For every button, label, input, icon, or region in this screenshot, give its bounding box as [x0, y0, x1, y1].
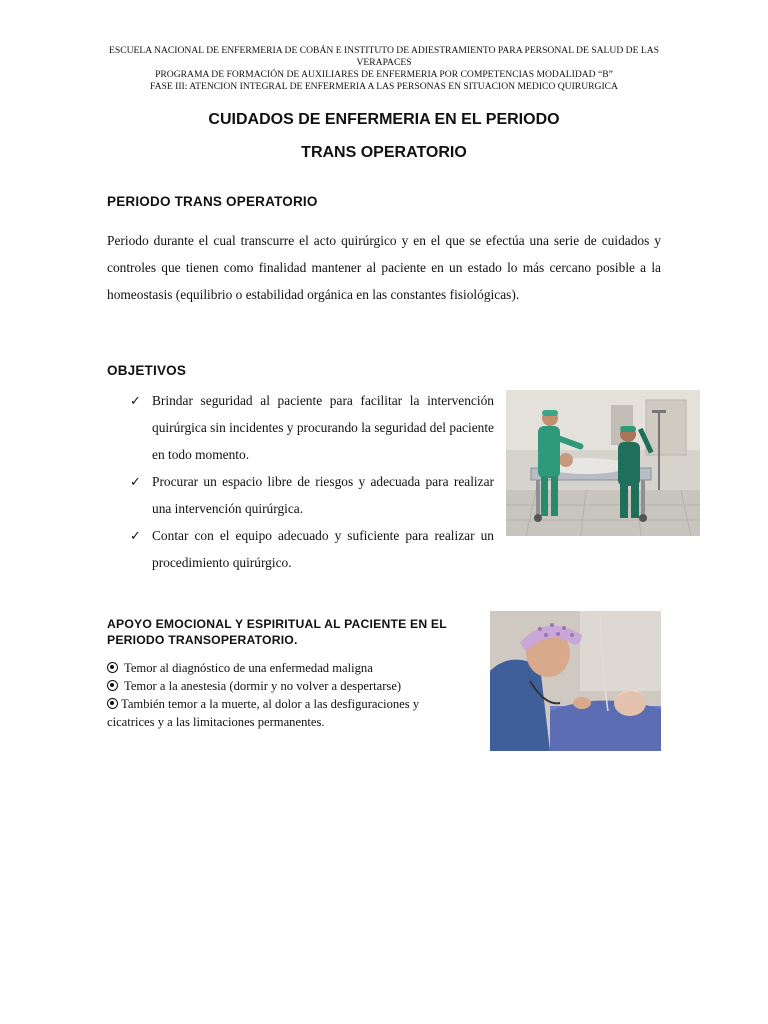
objective-text: Brindar seguridad al paciente para facilitar la intervención quirúrgica sin incidentes y procurando la seguridad del paciente en todo momento.: [152, 393, 494, 462]
list-item-text: Temor al diagnóstico de una enfermedad maligna: [124, 661, 373, 675]
header-line-2: PROGRAMA DE FORMACIÓN DE AUXILIARES DE ENFERMERIA POR COMPETENCIAS MODALIDAD “B”: [155, 69, 613, 80]
emotional-support-list: [107, 659, 447, 731]
operating-room-photo: [506, 390, 700, 536]
list-item: [107, 659, 447, 677]
section-heading-objetivos: OBJETIVOS: [107, 363, 187, 378]
checkmark-icon: ✓: [130, 528, 141, 543]
objective-text: Contar con el equipo adecuado y suficiente para realizar un procedimiento quirúrgico.: [152, 528, 494, 570]
checkmark-icon: ✓: [130, 474, 141, 489]
checkmark-icon: ✓: [130, 393, 141, 408]
header-line-3: FASE III: ATENCION INTEGRAL DE ENFERMERIA A LAS PERSONAS EN SITUACION MEDICO QUIRURGICA: [150, 81, 618, 92]
nurse-patient-photo: [490, 611, 661, 751]
institution-header: [108, 45, 660, 93]
list-item: [130, 387, 494, 468]
list-item: [107, 695, 447, 731]
list-item: [107, 677, 447, 695]
list-item-text: También temor a la muerte, al dolor a las desfiguraciones y cicatrices y a las limitaciones permanentes.: [107, 697, 420, 729]
objectives-list: [130, 387, 494, 576]
header-line-1: ESCUELA NACIONAL DE ENFERMERIA DE COBÁN E INSTITUTO DE ADIESTRAMIENTO PARA PERSONAL DE SALUD DE LAS VERAPACES: [109, 45, 659, 68]
list-item: [130, 522, 494, 576]
objective-text: Procurar un espacio libre de riesgos y adecuada para realizar una intervención quirúrgica.: [152, 474, 494, 516]
section-heading-apoyo-emocional: APOYO EMOCIONAL Y ESPIRITUAL AL PACIENTE EN EL PERIODO TRANSOPERATORIO.: [107, 617, 447, 647]
document-title-line-1: CUIDADOS DE ENFERMERIA EN EL PERIODO: [208, 111, 560, 128]
bullet-radio-icon: [107, 698, 118, 709]
bullet-radio-icon: [107, 662, 118, 673]
section-paragraph-periodo: Periodo durante el cual transcurre el acto quirúrgico y en el que se efectúa una serie de cuidados y controles que tienen como finalidad mantener al paciente en un estado lo más cercano posible a la homeostasis (equilibrio o estabilidad orgánica en las constantes fisiológicas).: [107, 233, 661, 302]
bullet-radio-icon: [107, 680, 118, 691]
section-heading-periodo: PERIODO TRANS OPERATORIO: [107, 194, 318, 209]
document-title-line-2: TRANS OPERATORIO: [301, 144, 467, 161]
list-item-text: Temor a la anestesia (dormir y no volver a despertarse): [124, 679, 402, 693]
list-item: [130, 468, 494, 522]
